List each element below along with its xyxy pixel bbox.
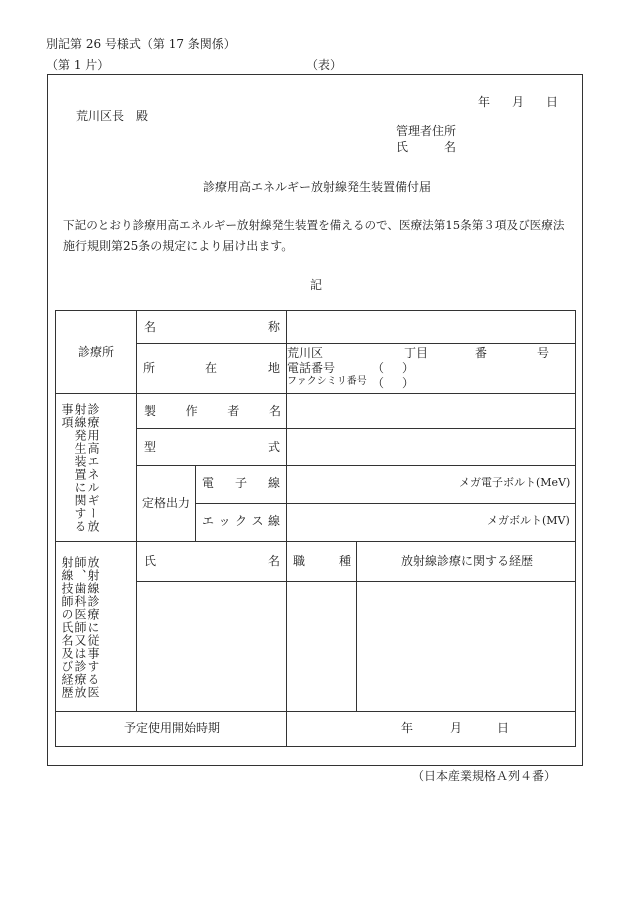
location-chome: 丁目 xyxy=(404,346,429,360)
location-go: 号 xyxy=(537,346,550,360)
staff-job-label-2: 種 xyxy=(339,554,352,568)
start-day: 日 xyxy=(497,721,510,735)
location-ban: 番 xyxy=(475,346,488,360)
fax-paren-close: ） xyxy=(402,376,415,390)
jis-note: （日本産業規格Ａ列４番） xyxy=(412,769,557,783)
model-label-2: 式 xyxy=(268,440,281,454)
document-title: 診療用高エネルギー放射線発生装置備付届 xyxy=(203,180,432,194)
clinic-location-label-2: 在 xyxy=(205,361,218,375)
clinic-location-label-1: 所 xyxy=(143,361,156,375)
form-number: 別記第 26 号様式（第 17 条関係） xyxy=(46,37,236,51)
electron-beam-label: 電 子 線 xyxy=(202,476,280,490)
staff-name-label-1: 氏 xyxy=(144,554,157,568)
staff-job-label-1: 職 xyxy=(293,554,306,568)
phone-paren-open: （ xyxy=(372,361,385,375)
start-date-label: 予定使用開始時期 xyxy=(124,721,221,735)
date-year: 年 xyxy=(478,95,491,109)
start-year: 年 xyxy=(401,721,414,735)
location-ward: 荒川区 xyxy=(287,346,324,360)
clinic-location-label-3: 地 xyxy=(268,361,281,375)
clinic-label: 診療所 xyxy=(78,345,115,359)
sheet-side: （表） xyxy=(306,58,343,72)
xray-unit: メガボルト(MV) xyxy=(487,514,570,527)
sheet-number: （第 1 片） xyxy=(46,58,110,72)
form-frame xyxy=(47,74,583,766)
addressee: 荒川区長 殿 xyxy=(76,109,149,123)
clinic-name-label-2: 称 xyxy=(268,320,281,334)
body-text-line-2: 施行規則第25条の規定により届け出ます。 xyxy=(63,239,294,253)
staff-name-label-2: 名 xyxy=(268,554,281,568)
ki-marker: 記 xyxy=(310,278,323,292)
model-label-1: 型 xyxy=(144,440,157,454)
name-label-1: 氏 xyxy=(396,140,409,154)
staff-history-label: 放射線診療に関する経歴 xyxy=(401,554,534,568)
manager-address-label: 管理者住所 xyxy=(396,124,457,138)
electron-unit: メガ電子ボルト(MeV) xyxy=(459,476,571,489)
clinic-name-label-1: 名 xyxy=(144,320,157,334)
date-month: 月 xyxy=(512,95,525,109)
fax-paren-open: （ xyxy=(372,376,385,390)
fax-label: ファクシミリ番号 xyxy=(287,376,367,387)
xray-label: エ ッ ク ス 線 xyxy=(202,514,280,528)
body-text-line-1: 下記のとおり診療用高エネルギー放射線発生装置を備えるので、医療法第15条第３項及び医療法 xyxy=(63,218,565,232)
start-month: 月 xyxy=(450,721,463,735)
phone-paren-close: ） xyxy=(402,361,415,375)
maker-name-label: 製 作 者 名 xyxy=(144,404,281,418)
name-label-2: 名 xyxy=(444,140,457,154)
staff-section-label: 放射線診療に従事する医師、歯科医師又は診療放射線技師の氏名及び経歴 xyxy=(60,556,100,699)
rated-output-label: 定格出力 xyxy=(142,496,191,510)
device-section-label: 診療用高エネルギー放射線発生装置に関する事項 xyxy=(60,403,100,533)
date-day: 日 xyxy=(546,95,559,109)
phone-label: 電話番号 xyxy=(287,361,336,375)
